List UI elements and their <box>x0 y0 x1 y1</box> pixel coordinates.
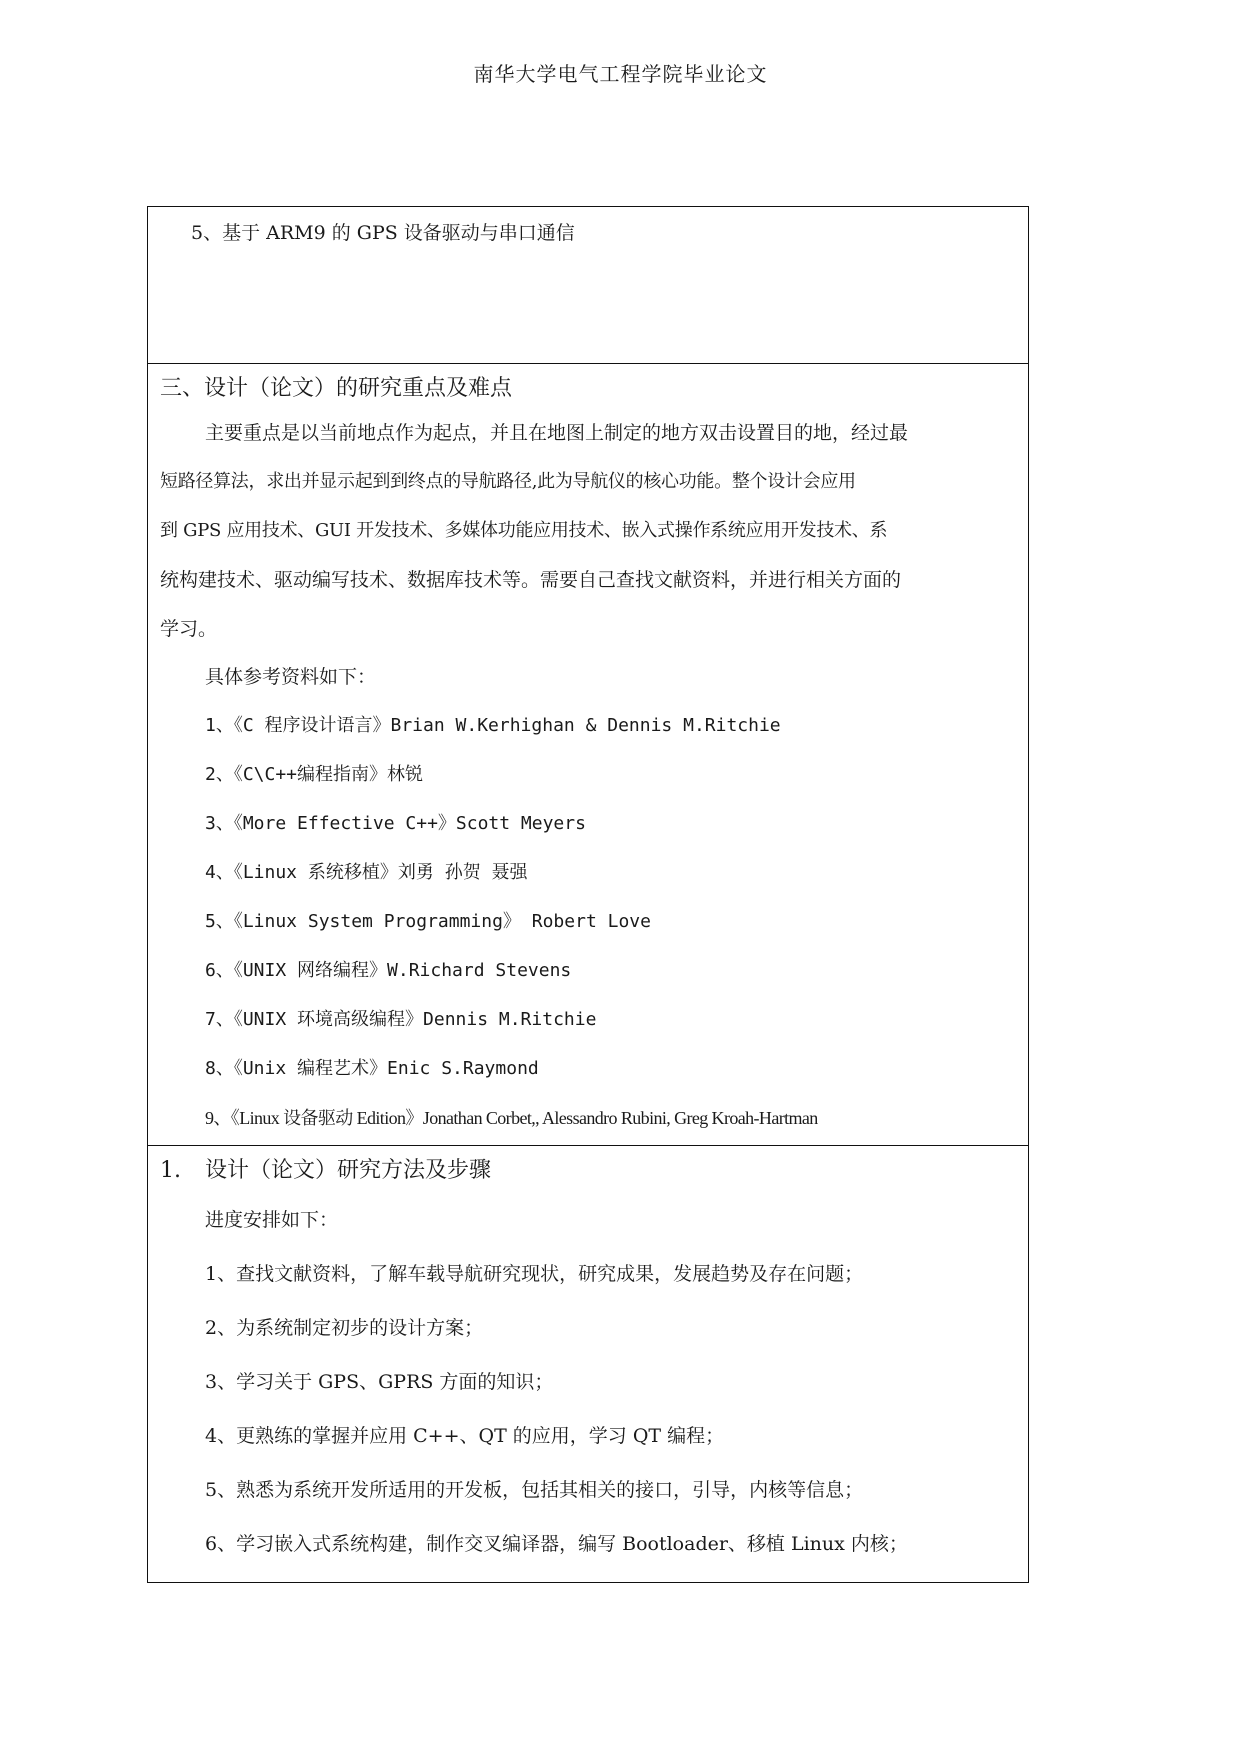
reference-item: 9、《Linux 设备驱动 Edition》Jonathan Corbet,, Alessandro Rubini, Greg Kroah-Hartman <box>205 1108 818 1128</box>
page-header: 南华大学电气工程学院毕业论文 <box>473 62 768 86</box>
table-row-research-focus <box>148 364 1028 1146</box>
proposal-table <box>147 206 1029 1583</box>
table-row-research-method <box>148 1146 1028 1582</box>
paragraph-line: 到 GPS 应用技术、GUI 开发技术、多媒体功能应用技术、嵌入式操作系统应用开发技术、系 <box>160 520 888 541</box>
section-heading: 设计（论文）研究方法及步骤 <box>205 1158 492 1183</box>
reference-item: 5、《Linux System Programming》 Robert Love <box>205 911 651 932</box>
step-item: 4、更熟练的掌握并应用 C++、QT 的应用，学习 QT 编程； <box>205 1425 725 1447</box>
reference-item: 8、《Unix 编程艺术》Enic S.Raymond <box>205 1058 539 1079</box>
paragraph-line: 主要重点是以当前地点作为起点，并且在地图上制定的地方双击设置目的地，经过最 <box>205 422 909 444</box>
table-row-previous-items <box>148 207 1028 364</box>
reference-item: 7、《UNIX 环境高级编程》Dennis M.Ritchie <box>205 1009 597 1030</box>
reference-item: 2、《C\C++编程指南》林锐 <box>205 764 424 785</box>
paragraph-line: 学习。 <box>160 618 218 640</box>
step-item: 5、熟悉为系统开发所适用的开发板，包括其相关的接口，引导，内核等信息； <box>205 1479 864 1501</box>
paragraph-line: 短路径算法，求出并显示起到到终点的导航路径,此为导航仪的核心功能。整个设计会应用 <box>160 471 856 492</box>
reference-item: 6、《UNIX 网络编程》W.Richard Stevens <box>205 960 572 981</box>
references-intro: 具体参考资料如下： <box>205 666 377 688</box>
reference-item: 1、《C 程序设计语言》Brian W.Kerhighan & Dennis M.Ritchie <box>205 715 781 736</box>
step-item: 3、学习关于 GPS、GPRS 方面的知识； <box>205 1371 554 1393</box>
paragraph-line: 统构建技术、驱动编写技术、数据库技术等。需要自己查找文献资料，并进行相关方面的 <box>160 569 902 591</box>
schedule-intro: 进度安排如下： <box>205 1209 339 1231</box>
step-item: 1、查找文献资料，了解车载导航研究现状，研究成果，发展趋势及存在问题； <box>205 1263 864 1285</box>
step-item: 6、学习嵌入式系统构建，制作交叉编译器，编写 Bootloader、移植 Linux 内核； <box>205 1533 908 1555</box>
section-heading: 三、设计（论文）的研究重点及难点 <box>160 376 513 401</box>
reference-item: 3、《More Effective C++》Scott Meyers <box>205 813 586 834</box>
list-item: 5、基于 ARM9 的 GPS 设备驱动与串口通信 <box>191 222 575 244</box>
reference-item: 4、《Linux 系统移植》刘勇 孙贺 聂强 <box>205 862 528 883</box>
step-item: 2、为系统制定初步的设计方案； <box>205 1317 484 1339</box>
section-number: 1. <box>160 1158 181 1183</box>
